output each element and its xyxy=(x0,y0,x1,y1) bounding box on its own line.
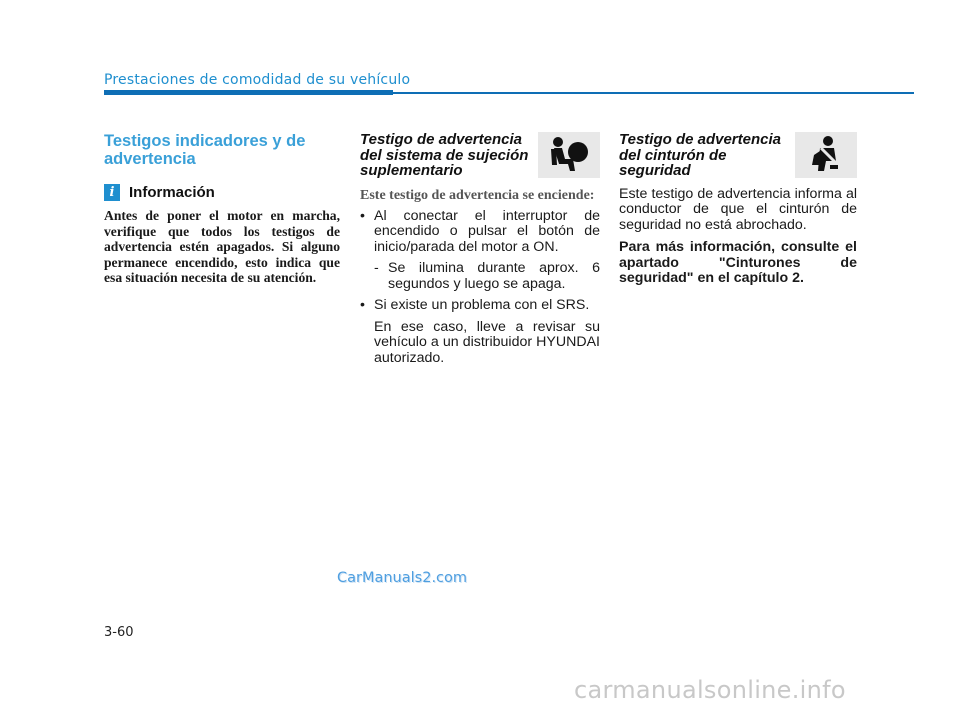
watermark-logo[interactable]: CarManuals2.com xyxy=(337,570,468,586)
seatbelt-warning-header xyxy=(619,132,857,179)
section-heading: Testigos indicadores y de advertencia xyxy=(104,132,306,168)
header-rule xyxy=(393,92,914,94)
srs-warning-header xyxy=(360,132,600,179)
info-title: Información xyxy=(129,184,215,201)
section-header-title: Prestaciones de comodidad de su vehículo xyxy=(104,72,411,88)
sub-list-item: - Se ilumina durante aprox. 6 segundos y luego se apaga. xyxy=(374,260,600,292)
page-number: 3-60 xyxy=(104,625,134,640)
seatbelt-reference: Para más información, consulte el apartado "Cinturones de seguridad" en el capítulo 2. xyxy=(619,239,857,286)
info-icon: i xyxy=(104,184,120,201)
bullet-text: Al conectar el interruptor de encendido o pulsar el botón de inicio/parada del motor a ON. xyxy=(374,207,600,255)
seatbelt-description: Este testigo de advertencia informa al conductor de que el cinturón de seguridad no está abrochado. xyxy=(619,185,857,233)
list-item: • Al conectar el interruptor de encendido o pulsar el botón de inicio/parada del motor a ON. xyxy=(360,207,600,255)
seat-belt-warning-icon xyxy=(795,132,857,178)
column-right xyxy=(619,132,857,287)
bullet-text: Si existe un problema con el SRS. xyxy=(374,297,590,313)
watermark-text: carmanualsonline.info xyxy=(574,676,846,704)
column-left xyxy=(104,132,340,286)
airbag-warning-icon xyxy=(538,132,600,178)
info-header xyxy=(104,184,340,201)
column-middle xyxy=(360,132,600,366)
list-item: • Si existe un problema con el SRS. xyxy=(360,297,590,313)
seatbelt-warning-title: Testigo de advertencia del cinturón de seguridad xyxy=(619,131,781,179)
srs-warning-title: Testigo de advertencia del sistema de sujeción suplementario xyxy=(360,131,529,179)
srs-subhead: Este testigo de advertencia se enciende: xyxy=(360,187,595,203)
sub-bullet-text: Se ilumina durante aprox. 6 segundos y luego se apaga. xyxy=(388,260,600,292)
srs-service-note: En ese caso, lleve a revisar su vehículo a un distribuidor HYUNDAI autorizado. xyxy=(374,318,600,366)
header-bar-thick xyxy=(104,90,393,95)
info-text: Antes de poner el motor en marcha, verifique que todos los testigos de advertencia estén apagados. Si alguno permanece encendido, esto indica que esa situación necesita de su atención. xyxy=(104,208,340,285)
